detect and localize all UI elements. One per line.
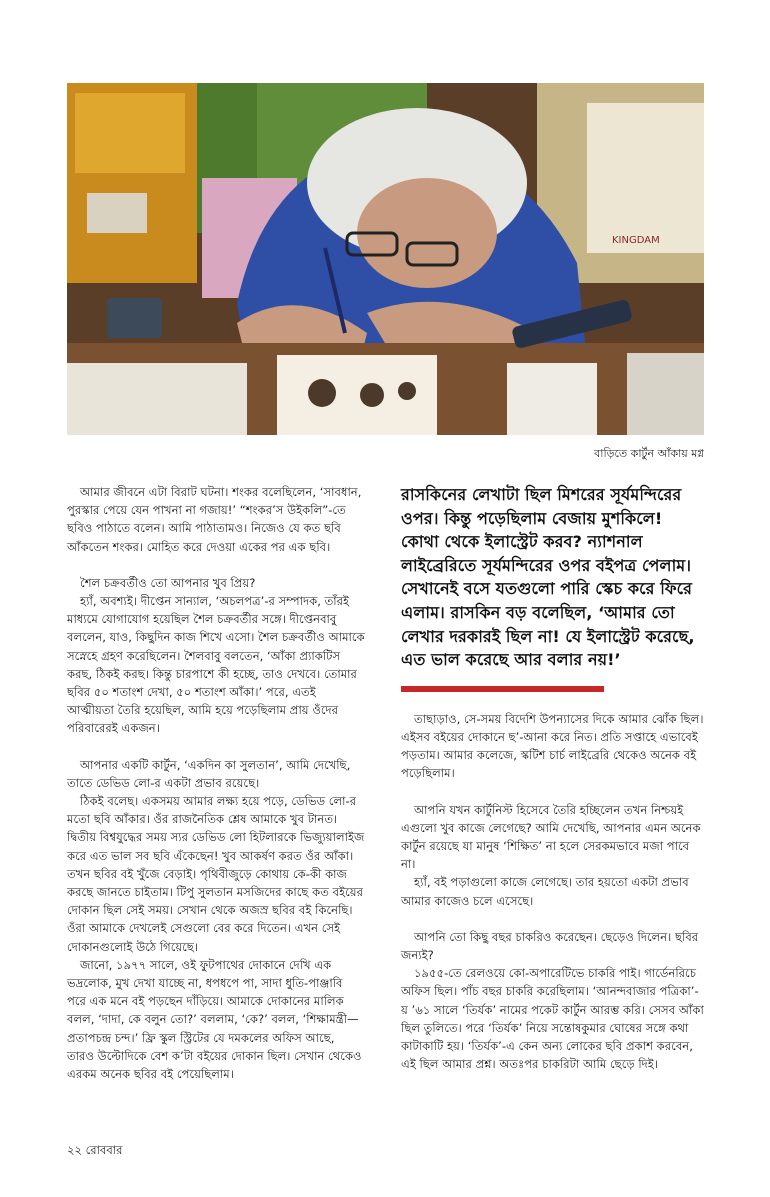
pull-quote-divider (401, 686, 604, 692)
left-column (67, 483, 365, 1083)
photo-caption: বাড়িতে কার্টুন আঁকায় মগ্ন (594, 447, 704, 460)
paragraph: তাছাড়াও, সে-সময় বিদেশি উপন্যাসের দিকে আমার ঝোঁক ছিল। এইসব বইয়ের দোকানে ছ’-আনা করে নিত। প্রতি সপ্তাহে এভাবেই পড়তাম। আমার কলেজে, স্কটিশ চার্চ লাইব্রেরি থেকেও অনেক বই পড়েছিলাম। (401, 711, 704, 781)
page-footer: ২২ রোববার (67, 1143, 123, 1157)
cartoonist-photo (67, 83, 704, 435)
pull-quote: রাসকিনের লেখাটা ছিল মিশরের সূর্যমন্দিরের ওপর। কিন্তু পড়েছিলাম বেজায় মুশকিলে! কোথা থেকে ইলাস্ট্রেট করব? ন্যাশনাল লাইব্রেরিতে সূর্যমন্দিরের ওপর বইপত্র পেলাম। সেখানেই বসে যতগুলো পারি স্কেচ করে ফিরে এলাম। রাসকিন বড় বলেছিল, ‘আমার তো লেখার দরকারই ছিল না! যে ইলাস্ট্রেট করেছে, এত ভাল করেছে আর বলার নয়!’ (401, 485, 695, 670)
paragraph: ঠিকই বলেছ। একসময় আমার লক্ষ্য হয়ে পড়ে, ডেভিড লো-র মতো ছবি আঁকার। ওঁর রাজনৈতিক শ্লেষ আমাকে খুব টানত। দ্বিতীয় বিশ্বযুদ্ধের সময় স্যর ডেভিড লো হিটলারকে ভিজ্যুয়ালাইজ করে এত ভাল সব ছবি এঁকেছেন! খুব আকর্ষণ করত ওঁর আঁকা। তখন ছবির বই খুঁজে বেড়াই। পৃথিবীজুড়ে কোথায় কে-কী কাজ করছে জানতে চাইতাম। টিপু সুলতান মসজিদের কাছে কত বইয়ের দোকান ছিল সেই সময়। সেখান থেকে অজস্র ছবির বই কিনেছি। ওঁরা আমাকে দেখলেই সেগুলো বের করে দিতেন। এখন সেই দোকানগুলোই উঠে গিয়েছে। (67, 794, 365, 954)
interview-question: আপনার একটি কার্টুন, ‘একদিন কা সুলতান’, আমি দেখেছি, তাতে ডেভিড লো-র একটা প্রভাব রয়েছে। (67, 757, 351, 790)
interview-question: শৈল চক্রবর্তীও তো আপনার খুব প্রিয়? (80, 575, 256, 590)
paragraph: হ্যাঁ, অবশ্যই। দীপ্তেন সান্যাল, ‘অচলপত্র’-র সম্পাদক, তাঁরই মাধ্যমে যোগাযোগ হয়েছিল শৈল চক্রবর্তীর সঙ্গে। দীপ্তেনবাবু বললেন, যাও, কিছুদিন কাজ শিখে এসো। শৈল চক্রবর্তীও আমাকে সস্নেহে গ্রহণ করেছিলেন। শৈলবাবু বলতেন, ‘আঁকা প্র্যাকটিস করছ, ঠিকই করছ। কিন্তু চারপাশে কী হচ্ছে, তাও দেখবে। তোমার ছবির ৫০ শতাংশ দেখা, ৫০ শতাংশ আঁকা।’ পরে, এতই আত্মীয়তা তৈরি হয়েছিল, আমি হয়ে পড়েছিলাম প্রায় ওঁদের পরিবারেরই একজন। (67, 594, 365, 736)
interview-question: আপনি যখন কার্টুনিস্ট হিসেবে তৈরি হচ্ছিলেন তখন নিশ্চয়ই এগুলো খুব কাজে লেগেছে? আমি দেখেছি, আপনার এমন অনেক কার্টুন রয়েছে যা মানুষ ‘শিক্ষিত’ না হলে সেরকমভাবে মজা পাবে না। (401, 802, 701, 872)
paragraph: হ্যাঁ, বই পড়াগুলো কাজে লেগেছে। তার হয়তো একটা প্রভাব আমার কাজেও চলে এসেছে। (401, 875, 689, 908)
right-column (401, 483, 704, 1073)
interview-question: আপনি তো কিছু বছর চাকরিও করেছেন। ছেড়েও দিলেন। ছবির জন্যই? (401, 929, 699, 962)
paragraph: ১৯৫৫-তে রেলওয়ে কো-অপারেটিভে চাকরি পাই। গার্ডেনরিচে অফিস ছিল। পাঁচ বছর চাকরি করেছিলাম। ‘আনন্দবাজার পত্রিকা’-য় ’৬১ সালে ‘তির্যক’ নামের পকেট কার্টুন আরম্ভ করি। সেসব আঁকা ছিল তুলিতে। পরে ‘তির্যক’ নিয়ে সন্তোষকুমার ঘোষের সঙ্গে কথা কাটাকাটি হয়। ‘তির্যক’-এ কেন অন্য লোকের ছবি প্রকাশ করবেন, এই ছিল আমার প্রশ্ন। অতঃপর চাকরিটা আমি ছেড়ে দিই। (401, 966, 704, 1072)
paragraph: আমার জীবনে এটা বিরাট ঘটনা। শংকর বলেছিলেন, ‘সাবধান, পুরস্কার পেয়ে যেন পাখনা না গজায়!’ “শংকর’স উইকলি”-তে ছবিও পাঠাতে বলেন। আমি পাঠাতামও। নিজেও যে কত ছবি আঁকতেন শংকর। মোহিত করে দেওয়া একের পর এক ছবি। (67, 485, 362, 554)
paragraph: জানো, ১৯৭৭ সালে, ওই ফুটপাথের দোকানে দেখি এক ভদ্রলোক, মুখ দেখা যাচ্ছে না, ধপধপে পা, সাদা ধুতি-পাঞ্জাবি পরে এক মনে বই পড়ছেন দাঁড়িয়ে। আমাকে দোকানের মালিক বলল, ‘দাদা, কে বলুন তো?’ বললাম, ‘কে?’ বলল, ‘শিক্ষামন্ত্রী— প্রতাপচন্দ্র চন্দ।’ ফ্রি স্কুল স্ট্রিটের যে দমকলের অফিস আছে, তারও উল্টোদিকে বেশ ক’টা বইয়ের দোকান ছিল। সেখান থেকেও এরকম অনেক ছবির বই পেয়েছিলাম। (67, 957, 362, 1082)
photo-illustration (67, 83, 704, 435)
sign-text: KINGDAM (612, 235, 660, 246)
